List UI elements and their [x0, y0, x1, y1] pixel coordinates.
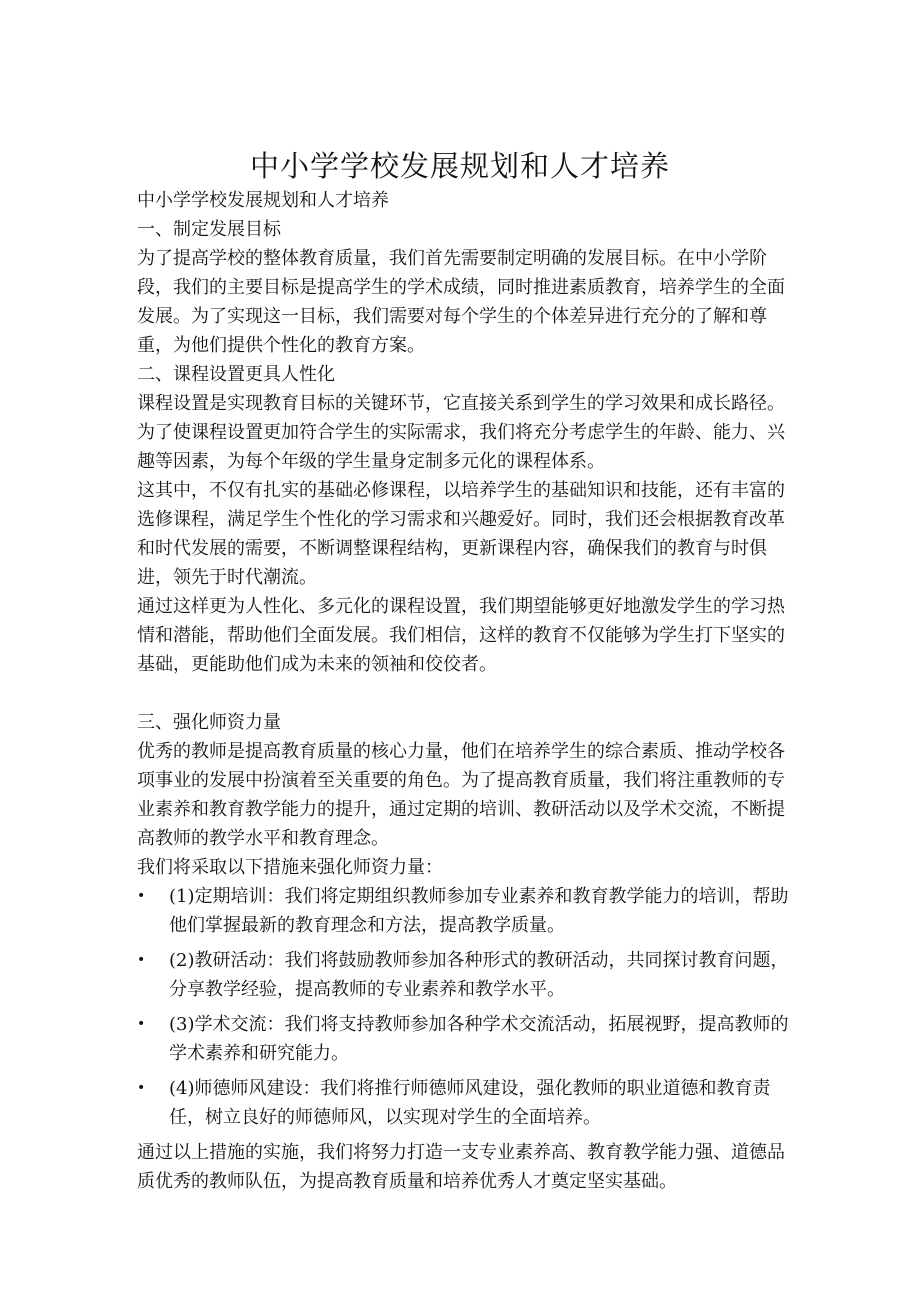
measures-list [137, 882, 797, 1132]
section-2-paragraph-1: 课程设置是实现教育目标的关键环节，它直接关系到学生的学习效果和成长路径。为了使课程设置更加符合学生的实际需求，我们将充分考虑学生的年龄、能力、兴趣等因素，为每个年级的学生量身定制多元化的课程体系。 [137, 393, 785, 472]
list-item [137, 1074, 797, 1132]
section-1-paragraph: 为了提高学校的整体教育质量，我们首先需要制定明确的发展目标。在中小学阶段，我们的主要目标是提高学生的学术成绩，同时推进素质教育，培养学生的全面发展。为了实现这一目标，我们需要对每个学生的个体差异进行充分的了解和尊重，为他们提供个性化的教育方案。 [137, 248, 785, 356]
document-subtitle: 中小学学校发展规划和人才培养 [137, 190, 389, 211]
list-item [137, 946, 797, 1004]
list-item-text: (1)定期培训：我们将定期组织教师参加专业素养和教育教学能力的培训，帮助他们掌握最新的教育理念和方法，提高教学质量。 [169, 886, 789, 936]
section-3-intro: 优秀的教师是提高教育质量的核心力量，他们在培养学生的综合素质、推动学校各项事业的发展中扮演着至关重要的角色。为了提高教育质量，我们将注重教师的专业素养和教育教学能力的提升，通过定期的培训、教研活动以及学术交流，不断提高教师的教学水平和教育理念。 [137, 741, 785, 849]
list-item-text: (4)师德师风建设：我们将推行师德师风建设，强化教师的职业道德和教育责任，树立良好的师德师风，以实现对学生的全面培养。 [169, 1078, 771, 1128]
section-2-paragraph-3: 通过这样更为人性化、多元化的课程设置，我们期望能够更好地激发学生的学习热情和潜能，帮助他们全面发展。我们相信，这样的教育不仅能够为学生打下坚实的基础，更能助他们成为未来的领袖和佼佼者。 [137, 596, 785, 675]
document-body [137, 186, 797, 1196]
section-1-heading: 一、制定发展目标 [137, 219, 281, 240]
section-2-heading: 二、课程设置更具人性化 [137, 364, 335, 385]
section-3-lead: 我们将采取以下措施来强化师资力量： [137, 857, 443, 878]
bullet-icon: • [137, 1080, 146, 1096]
bullet-icon: • [137, 888, 146, 904]
list-item [137, 882, 797, 940]
bullet-icon: • [137, 1016, 146, 1032]
section-2-paragraph-2: 这其中，不仅有扎实的基础必修课程，以培养学生的基础知识和技能，还有丰富的选修课程，满足学生个性化的学习需求和兴趣爱好。同时，我们还会根据教育改革和时代发展的需要，不断调整课程结构，更新课程内容，确保我们的教育与时俱进，领先于时代潮流。 [137, 480, 785, 588]
blank-line [137, 679, 797, 708]
document-title: 中小学学校发展规划和人才培养 [249, 149, 670, 183]
list-item-text: (2)教研活动：我们将鼓励教师参加各种形式的教研活动，共同探讨教育问题，分享教学经验，提高教师的专业素养和教学水平。 [169, 950, 789, 1000]
list-item-text: (3)学术交流：我们将支持教师参加各种学术交流活动，拓展视野，提高教师的学术素养和研究能力。 [169, 1014, 789, 1064]
section-3-conclusion: 通过以上措施的实施，我们将努力打造一支专业素养高、教育教学能力强、道德品质优秀的教师队伍，为提高教育质量和培养优秀人才奠定坚实基础。 [137, 1142, 785, 1192]
bullet-icon: • [137, 952, 146, 968]
section-3-heading: 三、强化师资力量 [137, 712, 281, 733]
list-item [137, 1010, 797, 1068]
